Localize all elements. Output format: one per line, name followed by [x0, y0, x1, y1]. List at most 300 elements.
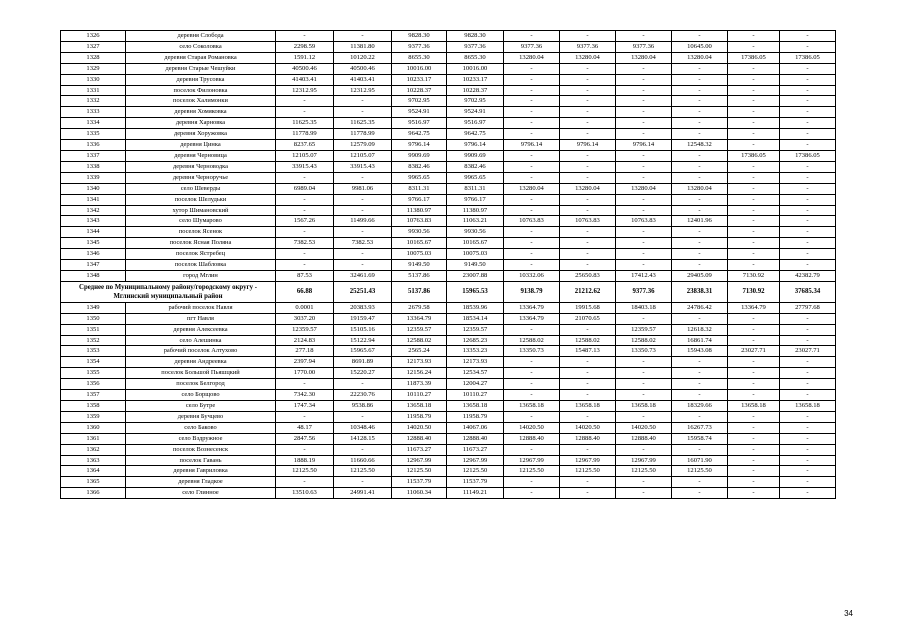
- table-row: [61, 313, 836, 324]
- value-cell: -: [560, 31, 616, 42]
- value-cell: -: [728, 183, 780, 194]
- value-cell: -: [780, 85, 836, 96]
- value-cell: -: [334, 379, 392, 390]
- value-cell: -: [672, 444, 728, 455]
- value-cell: -: [334, 31, 392, 42]
- row-number-cell: 1357: [61, 390, 126, 401]
- value-cell: 12548.32: [672, 140, 728, 151]
- value-cell: 18534.14: [447, 313, 504, 324]
- value-cell: -: [504, 129, 560, 140]
- value-cell: 13658.18: [447, 401, 504, 412]
- value-cell: -: [616, 368, 672, 379]
- settlement-name-cell: поселок Халимонки: [126, 96, 276, 107]
- value-cell: 8691.89: [334, 357, 392, 368]
- value-cell: 11063.21: [447, 216, 504, 227]
- table-row: [61, 368, 836, 379]
- value-cell: 11673.27: [392, 444, 447, 455]
- value-cell: -: [672, 107, 728, 118]
- value-cell: 14020.50: [560, 422, 616, 433]
- value-cell: 12588.02: [392, 335, 447, 346]
- table-row: [61, 302, 836, 313]
- value-cell: -: [780, 74, 836, 85]
- value-cell: 15965.67: [334, 346, 392, 357]
- value-cell: -: [780, 357, 836, 368]
- value-cell: 9930.56: [392, 227, 447, 238]
- settlement-name-cell: село Борщово: [126, 390, 276, 401]
- value-cell: 9149.50: [392, 260, 447, 271]
- value-cell: -: [616, 194, 672, 205]
- table-row: [61, 183, 836, 194]
- value-cell: -: [728, 172, 780, 183]
- value-cell: 8311.31: [447, 183, 504, 194]
- average-cell: 66.88: [276, 281, 334, 302]
- table-row: [61, 455, 836, 466]
- value-cell: 12125.50: [447, 466, 504, 477]
- value-cell: 24991.41: [334, 488, 392, 499]
- table-row: [61, 444, 836, 455]
- settlement-name-cell: поселок Шелудьки: [126, 194, 276, 205]
- settlement-name-cell: поселок Ясенок: [126, 227, 276, 238]
- value-cell: 12312.95: [334, 85, 392, 96]
- value-cell: -: [616, 96, 672, 107]
- value-cell: 1747.34: [276, 401, 334, 412]
- table-row: [61, 238, 836, 249]
- table-row: [61, 63, 836, 74]
- value-cell: -: [672, 488, 728, 499]
- value-cell: 9538.86: [334, 401, 392, 412]
- value-cell: 11625.35: [276, 118, 334, 129]
- value-cell: -: [616, 129, 672, 140]
- value-cell: -: [616, 74, 672, 85]
- value-cell: -: [728, 368, 780, 379]
- value-cell: 12359.57: [276, 324, 334, 335]
- value-cell: -: [672, 129, 728, 140]
- value-cell: 10075.03: [447, 249, 504, 260]
- value-cell: 10120.22: [334, 52, 392, 63]
- table-row: [61, 477, 836, 488]
- table-row: [61, 346, 836, 357]
- value-cell: 13280.04: [616, 52, 672, 63]
- value-cell: -: [504, 63, 560, 74]
- value-cell: 13364.79: [392, 313, 447, 324]
- value-cell: -: [276, 411, 334, 422]
- value-cell: 9377.36: [616, 41, 672, 52]
- value-cell: 13510.63: [276, 488, 334, 499]
- value-cell: -: [672, 74, 728, 85]
- value-cell: -: [560, 172, 616, 183]
- value-cell: 9766.17: [447, 194, 504, 205]
- table-row: [61, 390, 836, 401]
- value-cell: 7130.92: [728, 270, 780, 281]
- value-cell: 8655.30: [447, 52, 504, 63]
- value-cell: -: [276, 249, 334, 260]
- value-cell: -: [616, 249, 672, 260]
- value-cell: 13280.04: [560, 183, 616, 194]
- value-cell: -: [672, 118, 728, 129]
- average-row-label: Среднее по Муниципальному району/городскому округу - Мглинский муниципальный район: [61, 281, 276, 302]
- value-cell: -: [504, 390, 560, 401]
- value-cell: 9965.65: [392, 172, 447, 183]
- settlement-name-cell: деревня Трусовка: [126, 74, 276, 85]
- value-cell: -: [780, 368, 836, 379]
- settlement-name-cell: деревня Старая Романовка: [126, 52, 276, 63]
- value-cell: 12359.57: [392, 324, 447, 335]
- value-cell: -: [616, 260, 672, 271]
- row-number-cell: 1336: [61, 140, 126, 151]
- value-cell: 12125.50: [276, 466, 334, 477]
- value-cell: 12888.40: [447, 433, 504, 444]
- settlement-name-cell: село Алешинка: [126, 335, 276, 346]
- value-cell: -: [672, 313, 728, 324]
- value-cell: -: [504, 260, 560, 271]
- row-number-cell: 1344: [61, 227, 126, 238]
- value-cell: -: [616, 379, 672, 390]
- value-cell: -: [616, 357, 672, 368]
- value-cell: -: [560, 368, 616, 379]
- value-cell: -: [334, 260, 392, 271]
- value-cell: 13353.23: [447, 346, 504, 357]
- value-cell: 13280.04: [672, 183, 728, 194]
- value-cell: 12173.93: [392, 357, 447, 368]
- value-cell: 9377.36: [504, 41, 560, 52]
- value-cell: -: [780, 227, 836, 238]
- value-cell: 9828.30: [392, 31, 447, 42]
- value-cell: 12105.07: [334, 150, 392, 161]
- value-cell: 13658.18: [560, 401, 616, 412]
- value-cell: -: [276, 444, 334, 455]
- settlement-name-cell: село Соколовка: [126, 41, 276, 52]
- settlement-name-cell: село Шумарово: [126, 216, 276, 227]
- settlement-name-cell: деревня Черноводка: [126, 161, 276, 172]
- value-cell: 12685.23: [447, 335, 504, 346]
- value-cell: 13658.18: [728, 401, 780, 412]
- row-number-cell: 1364: [61, 466, 126, 477]
- value-cell: -: [560, 249, 616, 260]
- value-cell: -: [616, 238, 672, 249]
- value-cell: 12312.95: [276, 85, 334, 96]
- value-cell: 2124.83: [276, 335, 334, 346]
- table-row: [61, 129, 836, 140]
- value-cell: 12125.50: [616, 466, 672, 477]
- value-cell: 10016.00: [447, 63, 504, 74]
- value-cell: -: [504, 477, 560, 488]
- value-cell: 11149.21: [447, 488, 504, 499]
- value-cell: 8237.65: [276, 140, 334, 151]
- settlement-name-cell: деревня Старые Чешуйки: [126, 63, 276, 74]
- value-cell: 12588.02: [504, 335, 560, 346]
- value-cell: -: [672, 85, 728, 96]
- value-cell: -: [504, 205, 560, 216]
- value-cell: 14020.50: [392, 422, 447, 433]
- value-cell: 10110.27: [447, 390, 504, 401]
- value-cell: -: [334, 249, 392, 260]
- value-cell: -: [728, 379, 780, 390]
- value-cell: 40500.46: [276, 63, 334, 74]
- table-row: [61, 324, 836, 335]
- data-table-sheet: [60, 30, 835, 499]
- value-cell: 13280.04: [672, 52, 728, 63]
- average-cell: 37685.34: [780, 281, 836, 302]
- settlement-name-cell: рабочий поселок Навля: [126, 302, 276, 313]
- table-body-bottom: [61, 302, 836, 498]
- table-row: [61, 107, 836, 118]
- value-cell: -: [780, 249, 836, 260]
- value-cell: 11778.99: [334, 129, 392, 140]
- value-cell: 1770.00: [276, 368, 334, 379]
- value-cell: -: [728, 249, 780, 260]
- average-cell: 9138.79: [504, 281, 560, 302]
- value-cell: -: [334, 172, 392, 183]
- row-number-cell: 1354: [61, 357, 126, 368]
- value-cell: 19915.68: [560, 302, 616, 313]
- value-cell: -: [334, 477, 392, 488]
- value-cell: 13658.18: [392, 401, 447, 412]
- value-cell: -: [560, 227, 616, 238]
- value-cell: -: [728, 129, 780, 140]
- value-cell: -: [276, 205, 334, 216]
- value-cell: 10228.37: [392, 85, 447, 96]
- settlement-name-cell: поселок Вознесенск: [126, 444, 276, 455]
- value-cell: -: [504, 249, 560, 260]
- value-cell: 12534.57: [447, 368, 504, 379]
- value-cell: 23027.71: [780, 346, 836, 357]
- value-cell: 12125.50: [334, 466, 392, 477]
- row-number-cell: 1359: [61, 411, 126, 422]
- value-cell: 9909.69: [392, 150, 447, 161]
- value-cell: 29405.09: [672, 270, 728, 281]
- value-cell: -: [504, 411, 560, 422]
- value-cell: -: [334, 205, 392, 216]
- value-cell: -: [560, 85, 616, 96]
- value-cell: -: [728, 260, 780, 271]
- value-cell: 12888.40: [504, 433, 560, 444]
- settlement-name-cell: село Бутре: [126, 401, 276, 412]
- value-cell: -: [672, 368, 728, 379]
- value-cell: -: [504, 194, 560, 205]
- value-cell: -: [728, 411, 780, 422]
- value-cell: -: [728, 444, 780, 455]
- row-number-cell: 1345: [61, 238, 126, 249]
- value-cell: -: [504, 324, 560, 335]
- value-cell: -: [504, 161, 560, 172]
- value-cell: -: [780, 466, 836, 477]
- row-number-cell: 1350: [61, 313, 126, 324]
- value-cell: 41403.41: [276, 74, 334, 85]
- value-cell: 13658.18: [780, 401, 836, 412]
- value-cell: 12967.99: [392, 455, 447, 466]
- value-cell: -: [334, 96, 392, 107]
- value-cell: 7382.53: [334, 238, 392, 249]
- value-cell: 11958.79: [447, 411, 504, 422]
- row-number-cell: 1330: [61, 74, 126, 85]
- value-cell: 12125.50: [392, 466, 447, 477]
- settlement-name-cell: поселок Гавань: [126, 455, 276, 466]
- value-cell: 11380.97: [392, 205, 447, 216]
- value-cell: 8655.30: [392, 52, 447, 63]
- table-row: [61, 140, 836, 151]
- value-cell: 13658.18: [616, 401, 672, 412]
- table-row: [61, 260, 836, 271]
- value-cell: 12173.93: [447, 357, 504, 368]
- row-number-cell: 1363: [61, 455, 126, 466]
- value-cell: 12888.40: [560, 433, 616, 444]
- settlement-name-cell: рабочий поселок Алтухово: [126, 346, 276, 357]
- value-cell: 9796.14: [392, 140, 447, 151]
- value-cell: 7342.30: [276, 390, 334, 401]
- value-cell: 15122.94: [334, 335, 392, 346]
- value-cell: -: [504, 150, 560, 161]
- value-cell: 7382.53: [276, 238, 334, 249]
- table-row: [61, 194, 836, 205]
- value-cell: 12967.99: [447, 455, 504, 466]
- value-cell: -: [616, 85, 672, 96]
- value-cell: -: [560, 150, 616, 161]
- value-cell: -: [672, 161, 728, 172]
- value-cell: 15220.27: [334, 368, 392, 379]
- value-cell: 12888.40: [392, 433, 447, 444]
- row-number-cell: 1340: [61, 183, 126, 194]
- value-cell: -: [276, 96, 334, 107]
- value-cell: -: [728, 216, 780, 227]
- value-cell: 17386.05: [780, 52, 836, 63]
- row-number-cell: 1346: [61, 249, 126, 260]
- table-body-top: [61, 31, 836, 282]
- value-cell: 12125.50: [560, 466, 616, 477]
- value-cell: 10763.83: [616, 216, 672, 227]
- value-cell: 14067.06: [447, 422, 504, 433]
- value-cell: -: [780, 444, 836, 455]
- value-cell: 2847.56: [276, 433, 334, 444]
- value-cell: 10165.67: [392, 238, 447, 249]
- table-row: [61, 205, 836, 216]
- value-cell: 12105.07: [276, 150, 334, 161]
- value-cell: -: [728, 390, 780, 401]
- value-cell: 13658.18: [504, 401, 560, 412]
- value-cell: 16861.74: [672, 335, 728, 346]
- value-cell: 9149.50: [447, 260, 504, 271]
- row-number-cell: 1343: [61, 216, 126, 227]
- value-cell: 12359.57: [447, 324, 504, 335]
- value-cell: -: [780, 129, 836, 140]
- value-cell: -: [672, 31, 728, 42]
- value-cell: 9702.95: [447, 96, 504, 107]
- value-cell: -: [616, 107, 672, 118]
- value-cell: -: [672, 411, 728, 422]
- value-cell: 3037.20: [276, 313, 334, 324]
- value-cell: 42382.79: [780, 270, 836, 281]
- value-cell: -: [560, 161, 616, 172]
- value-cell: -: [560, 194, 616, 205]
- table-row: [61, 118, 836, 129]
- value-cell: 17386.05: [728, 52, 780, 63]
- row-number-cell: 1341: [61, 194, 126, 205]
- value-cell: 11381.80: [334, 41, 392, 52]
- value-cell: -: [780, 96, 836, 107]
- table-row: [61, 85, 836, 96]
- value-cell: -: [780, 107, 836, 118]
- value-cell: 9377.36: [560, 41, 616, 52]
- value-cell: 8311.31: [392, 183, 447, 194]
- value-cell: 48.17: [276, 422, 334, 433]
- value-cell: 9377.36: [392, 41, 447, 52]
- value-cell: 27797.68: [780, 302, 836, 313]
- row-number-cell: 1327: [61, 41, 126, 52]
- value-cell: -: [616, 63, 672, 74]
- value-cell: -: [560, 488, 616, 499]
- value-cell: -: [728, 335, 780, 346]
- value-cell: -: [672, 150, 728, 161]
- value-cell: -: [560, 63, 616, 74]
- settlement-name-cell: село Баково: [126, 422, 276, 433]
- value-cell: 13350.73: [616, 346, 672, 357]
- table-row: [61, 41, 836, 52]
- value-cell: 9642.75: [447, 129, 504, 140]
- settlement-name-cell: деревня Гавриловка: [126, 466, 276, 477]
- value-cell: -: [672, 249, 728, 260]
- value-cell: 1591.12: [276, 52, 334, 63]
- value-cell: 12579.09: [334, 140, 392, 151]
- value-cell: -: [728, 324, 780, 335]
- value-cell: -: [504, 31, 560, 42]
- value-cell: -: [560, 238, 616, 249]
- value-cell: 12618.32: [672, 324, 728, 335]
- value-cell: -: [504, 368, 560, 379]
- value-cell: 12888.40: [616, 433, 672, 444]
- value-cell: 9766.17: [392, 194, 447, 205]
- value-cell: 41403.41: [334, 74, 392, 85]
- value-cell: 10763.83: [392, 216, 447, 227]
- value-cell: 24786.42: [672, 302, 728, 313]
- value-cell: -: [728, 433, 780, 444]
- value-cell: -: [276, 172, 334, 183]
- value-cell: 11499.66: [334, 216, 392, 227]
- value-cell: 13364.79: [504, 302, 560, 313]
- value-cell: -: [780, 183, 836, 194]
- average-section: [61, 281, 836, 302]
- value-cell: -: [504, 238, 560, 249]
- value-cell: 23027.71: [728, 346, 780, 357]
- settlement-name-cell: деревня Слобода: [126, 31, 276, 42]
- value-cell: -: [560, 411, 616, 422]
- settlement-name-cell: деревня Хоружовка: [126, 129, 276, 140]
- value-cell: -: [780, 161, 836, 172]
- row-number-cell: 1338: [61, 161, 126, 172]
- row-number-cell: 1347: [61, 260, 126, 271]
- value-cell: -: [616, 411, 672, 422]
- value-cell: -: [504, 172, 560, 183]
- average-cell: 9377.36: [616, 281, 672, 302]
- value-cell: 33915.43: [334, 161, 392, 172]
- row-number-cell: 1365: [61, 477, 126, 488]
- row-number-cell: 1339: [61, 172, 126, 183]
- value-cell: -: [780, 118, 836, 129]
- value-cell: -: [334, 107, 392, 118]
- settlement-name-cell: деревня Черноручье: [126, 172, 276, 183]
- value-cell: 25650.83: [560, 270, 616, 281]
- value-cell: -: [728, 41, 780, 52]
- value-cell: -: [616, 390, 672, 401]
- value-cell: 12359.57: [616, 324, 672, 335]
- value-cell: 22230.76: [334, 390, 392, 401]
- value-cell: 9702.95: [392, 96, 447, 107]
- settlement-name-cell: село Шеверды: [126, 183, 276, 194]
- value-cell: 8382.46: [447, 161, 504, 172]
- row-number-cell: 1355: [61, 368, 126, 379]
- value-cell: -: [276, 194, 334, 205]
- value-cell: 12125.50: [504, 466, 560, 477]
- value-cell: 2679.58: [392, 302, 447, 313]
- value-cell: 12401.96: [672, 216, 728, 227]
